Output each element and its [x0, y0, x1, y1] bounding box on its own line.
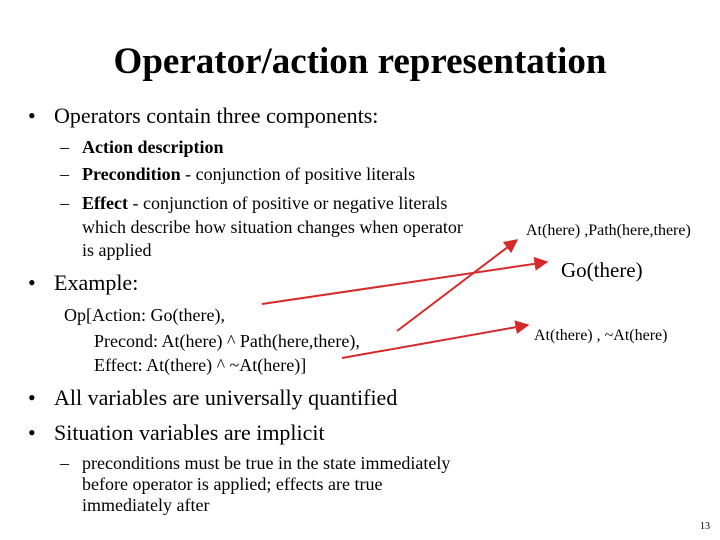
arrow-action [262, 262, 547, 304]
example-label: Example: [54, 270, 139, 295]
bullet-marker: • [28, 103, 36, 128]
sub-note-text: preconditions must be true in the state immediately [82, 453, 451, 473]
bullet-marker: • [28, 270, 36, 295]
component-rest: - conjunction of positive or negative literals [127, 193, 448, 213]
dash-marker: – [60, 137, 69, 157]
action-label: Go(there) [561, 258, 643, 282]
variables-text: All variables are universally quantified [54, 385, 398, 410]
page-number: 13 [700, 521, 710, 532]
operator-line-1: Op[Action: Go(there), [64, 305, 225, 325]
effect-label: At(there) , ~At(here) [534, 327, 668, 344]
dash-marker: – [60, 193, 69, 213]
component-rest: - conjunction of positive literals [180, 164, 416, 184]
operator-line-2: Precond: At(here) ^ Path(here,there), [94, 331, 360, 351]
effect-continuation-1: which describe how situation changes when operator [82, 217, 463, 237]
effect-continuation-2: is applied [82, 240, 152, 260]
intro-text: Operators contain three components: [54, 103, 379, 128]
bullet-marker: • [28, 420, 36, 445]
precondition-label: At(here) ,Path(here,there) [526, 222, 691, 239]
operator-line-3: Effect: At(there) ^ ~At(here)] [94, 355, 307, 375]
situation-text: Situation variables are implicit [54, 420, 325, 445]
arrow-effect [342, 325, 528, 358]
bullet-marker: • [28, 385, 36, 410]
component-term: Action description [82, 137, 224, 157]
arrow-precondition [397, 240, 517, 331]
dash-marker: – [60, 453, 69, 473]
sub-note-2: before operator is applied; effects are true [82, 474, 383, 494]
dash-marker: – [60, 164, 69, 184]
component-term: Effect [82, 193, 128, 213]
slide-title: Operator/action representation [113, 41, 607, 82]
sub-note-3: immediately after [82, 495, 210, 515]
component-term: Precondition [82, 164, 181, 184]
